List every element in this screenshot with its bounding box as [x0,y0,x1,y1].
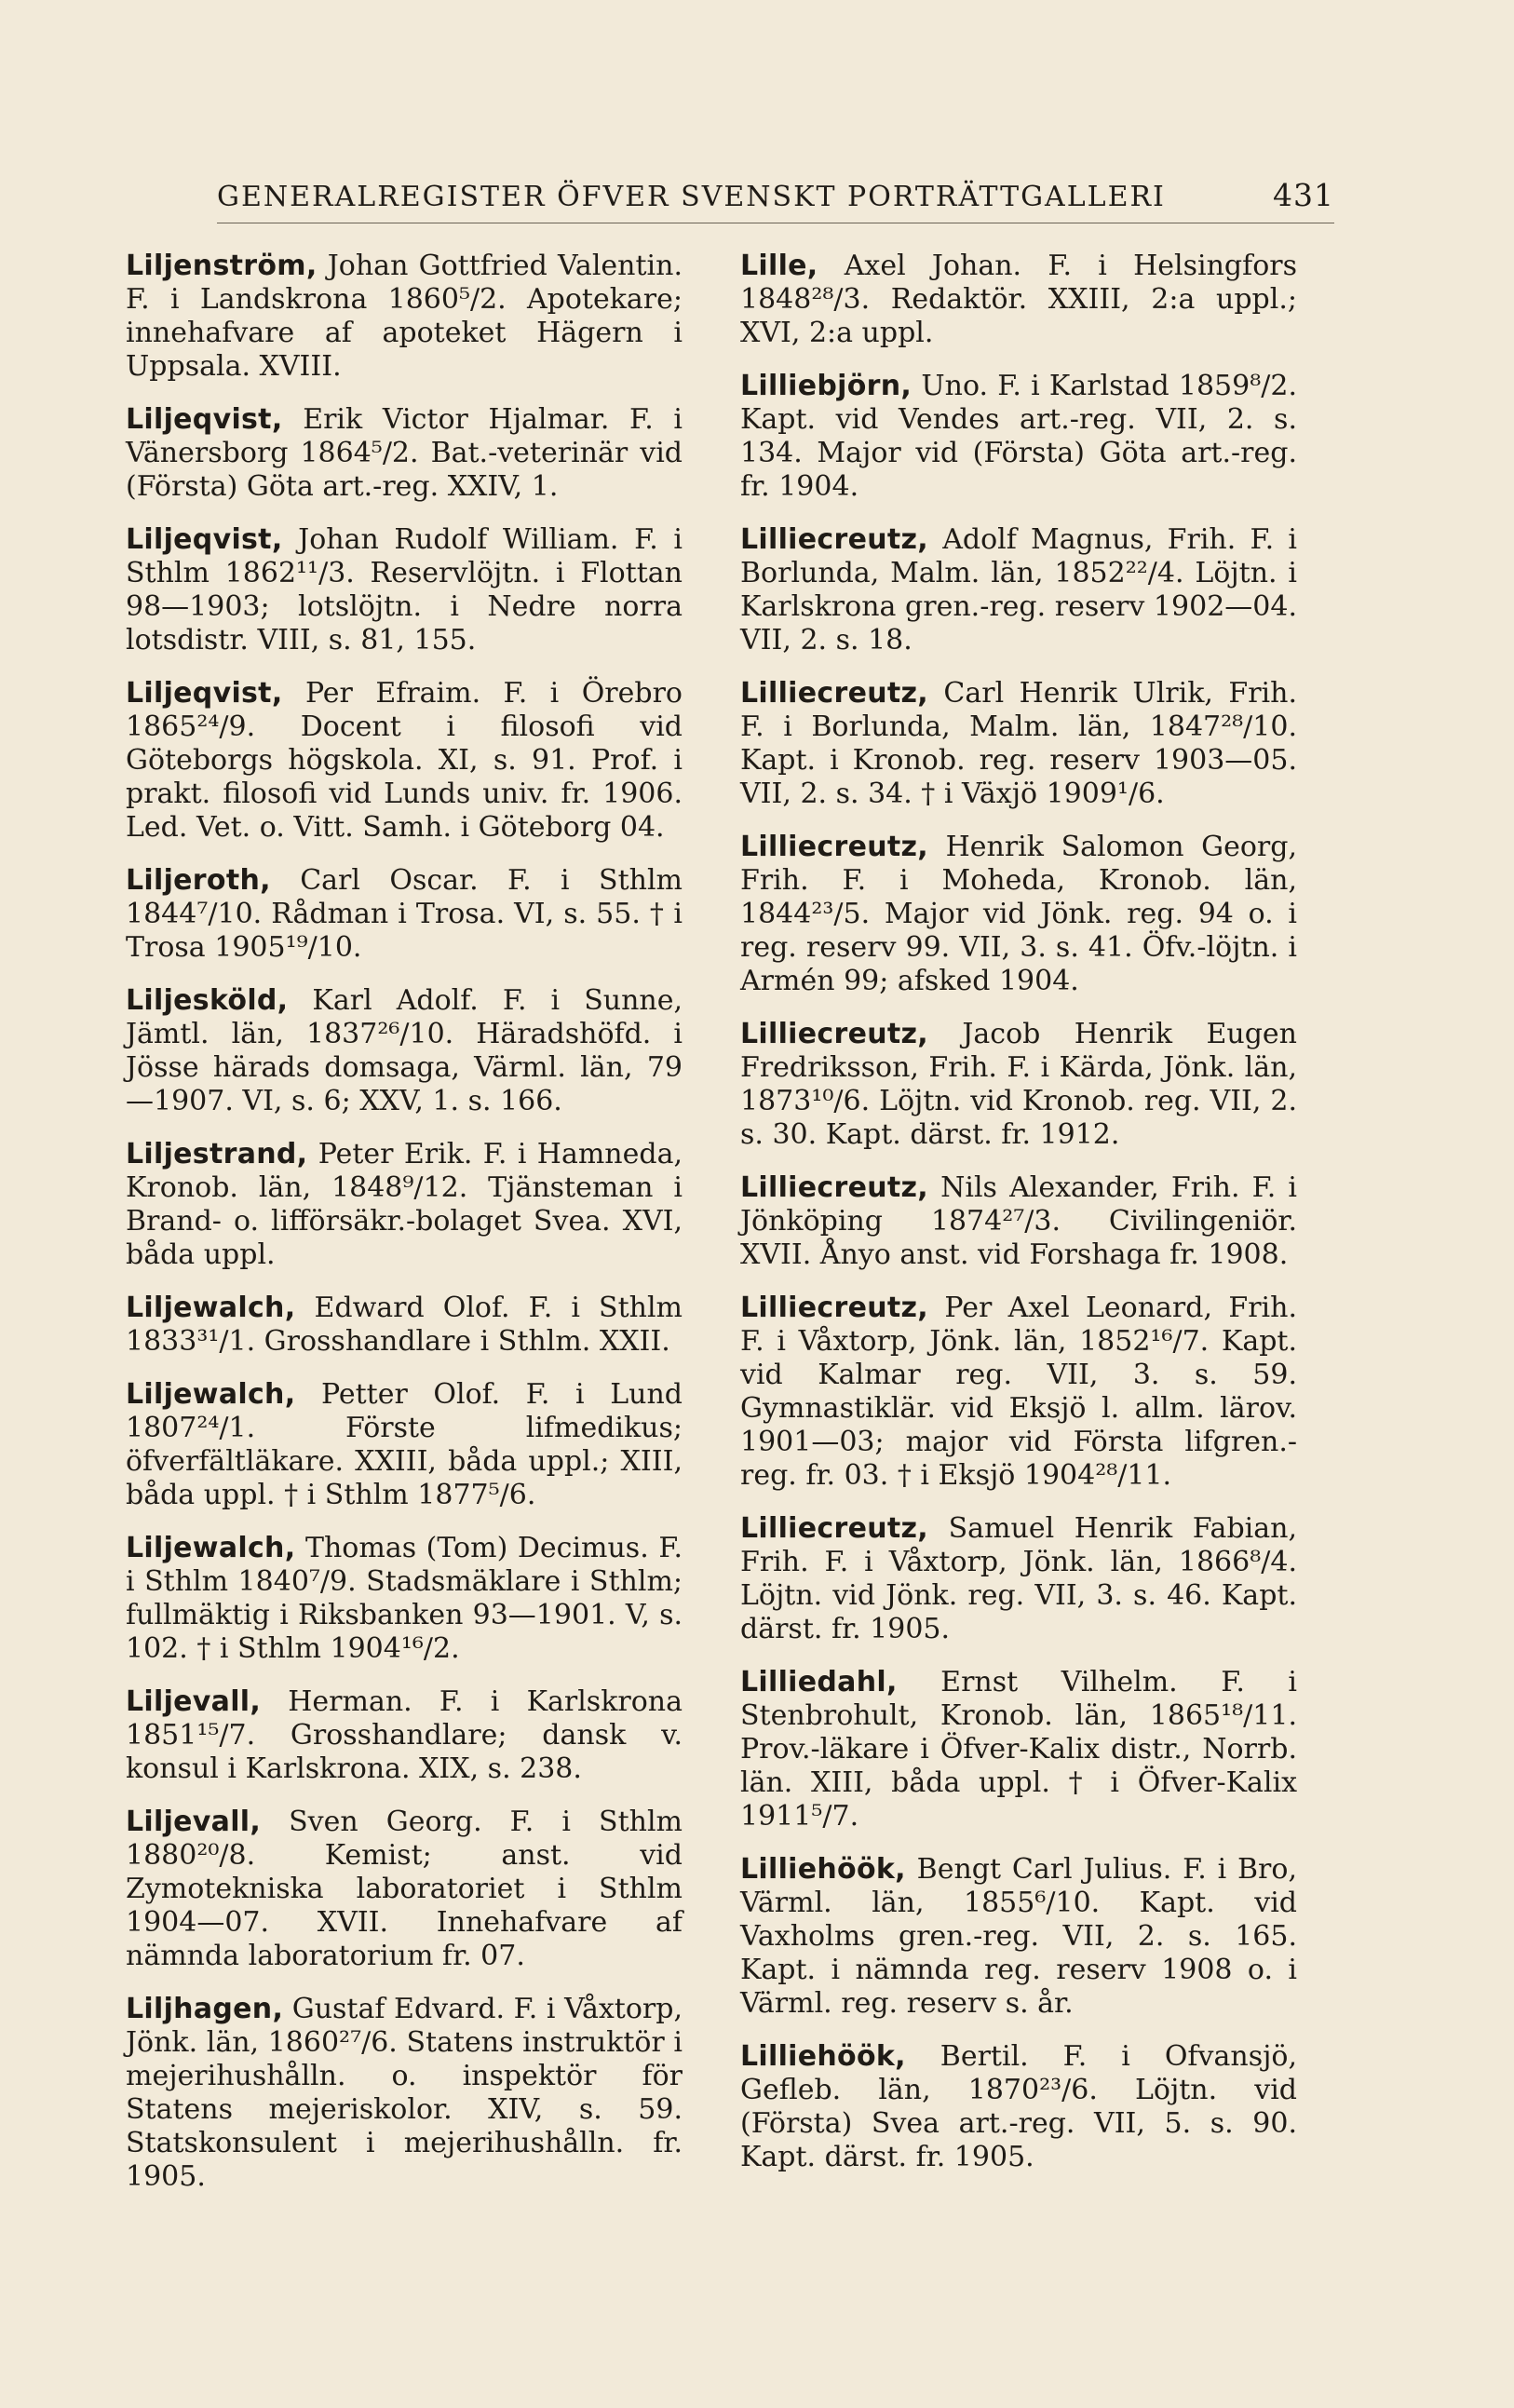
entry-text: Karl Adolf. F. i Sunne, Jämtl. län, 1837²⁶/10. Häradshöfd. i Jösse härads domsaga, Värml. län, 79—1907. VI, s. 6; XXV, 1. s. 166. [126,984,683,1117]
entry-text: Erik Victor Hjalmar. F. i Vänersborg 1864⁵/2. Bat.-veterinär vid (Första) Göta art.-reg. XXIV, 1. [126,403,683,503]
entry-text: Sven Georg. F. i Sthlm 1880²⁰/8. Kemist; anst. vid Zymotekniska laboratoriet i Sthlm 1904—07. XVII. Innehafvare af nämnda laboratorium fr. 07. [126,1806,683,1972]
entry-name: Liljeqvist, [126,523,283,556]
register-entry [126,250,683,384]
entry-name: Liljewalch, [126,1378,296,1411]
entry-text: Ernst Vilhelm. F. i Stenbrohult, Kronob. län, 1865¹⁸/11. Prov.-läkare i Öfver-Kalix distr., Norrb. län. XIII, båda uppl. † i Öfver-Kalix 1911⁵/7. [740,1666,1297,1833]
entry-name: Liljeroth, [126,864,271,897]
entry-name: Lilliebjörn, [740,370,912,402]
register-entry [740,1018,1297,1152]
entry-text: Bertil. F. i Ofvansjö, Gefleb. län, 1870²³/6. Löjtn. vid (Första) Svea art.-reg. VII, 5. s. 90. Kapt. därst. fr. 1905. [740,2040,1297,2173]
entry-text: Carl Henrik Ulrik, Frih. F. i Borlunda, Malm. län, 1847²⁸/10. Kapt. i Kronob. reg. reserv 1903—05. VII, 2. s. 34. † i Växjö 1909¹/6. [740,677,1297,810]
entry-text: Carl Oscar. F. i Sthlm 1844⁷/10. Rådman i Trosa. VI, s. 55. † i Trosa 1905¹⁹/10. [126,864,683,964]
entry-text: Bengt Carl Julius. F. i Bro, Värml. län, 1855⁶/10. Kapt. vid Vaxholms gren.-reg. VII, 2. s. 165. Kapt. i nämnda reg. reserv 1908 o. i Värml. reg. reserv s. år. [740,1853,1297,2020]
entry-name: Lilliehöök, [740,2040,906,2073]
entry-text: Johan Gottfried Valentin. F. i Landskrona 1860⁵/2. Apotekare; innehafvare af apoteket Hägern i Uppsala. XVIII. [126,250,683,383]
entry-text: Uno. F. i Karlstad 1859⁸/2. Kapt. vid Vendes art.-reg. VII, 2. s. 134. Major vid (Första) Göta art.-reg. fr. 1904. [740,370,1297,503]
register-entry [126,1378,683,1512]
entry-name: Liljeqvist, [126,677,283,710]
entry-name: Liljesköld, [126,984,289,1017]
register-entry [740,1292,1297,1493]
register-entry [740,1666,1297,1833]
register-entry [126,403,683,504]
entry-name: Liljewalch, [126,1532,296,1564]
entry-text: Peter Erik. F. i Hamneda, Kronob. län, 1848⁹/12. Tjänsteman i Brand- o. lifförsäkr.-bolaget Svea. XVI, båda uppl. [126,1138,683,1271]
register-entry [740,370,1297,504]
entry-text: Per Axel Leonard, Frih. F. i Våxtorp, Jönk. län, 1852¹⁶/7. Kapt. vid Kalmar reg. VII, 3. s. 59. Gymnastiklär. vid Eksjö l. allm. lärov. 1901—03; major vid Första lifgren.-reg. fr. 03. † i Eksjö 1904²⁸/11. [740,1292,1297,1492]
left-column [126,250,683,2213]
entry-name: Lilliecreutz, [740,1018,928,1050]
entry-name: Lilliedahl, [740,1666,898,1698]
register-entry [740,523,1297,657]
register-entry [126,523,683,657]
entry-text: Henrik Salomon Georg, Frih. F. i Moheda, Kronob. län, 1844²³/5. Major vid Jönk. reg. 94 o. i reg. reserv 99. VII, 3. s. 41. Öfv.-löjtn. i Armén 99; afsked 1904. [740,831,1297,997]
register-entry [126,984,683,1118]
entry-text: Axel Johan. F. i Helsingfors 1848²⁸/3. Redaktör. XXIII, 2:a uppl.; XVI, 2:a uppl. [740,250,1297,349]
entry-name: Lilliecreutz, [740,523,928,556]
entry-name: Lilliecreutz, [740,677,928,710]
entry-text: Jacob Henrik Eugen Fredriksson, Frih. F. i Kärda, Jönk. län, 1873¹⁰/6. Löjtn. vid Kronob. reg. VII, 2. s. 30. Kapt. därst. fr. 1912. [740,1018,1297,1151]
right-column [740,250,1297,2194]
entry-name: Liljhagen, [126,1993,284,2025]
register-entry [740,677,1297,811]
entry-name: Lilliecreutz, [740,1292,928,1324]
entry-name: Lilliecreutz, [740,1171,928,1204]
register-entry [126,1806,683,1973]
entry-name: Liljenström, [126,250,318,282]
register-entry [740,2040,1297,2174]
running-header [217,177,1334,223]
register-entry [126,864,683,965]
entry-text: Per Efraim. F. i Örebro 1865²⁴/9. Docent i filosofi vid Göteborgs högskola. XI, s. 91. Prof. i prakt. filosofi vid Lunds univ. fr. 1906. Led. Vet. o. Vitt. Samh. i Göteborg 04. [126,677,683,844]
register-entry [126,1292,683,1359]
register-entry [740,1171,1297,1272]
entry-name: Liljevall, [126,1806,262,1838]
register-entry [126,677,683,845]
entry-text: Petter Olof. F. i Lund 1807²⁴/1. Förste lifmedikus; öfverfältläkare. XXIII, båda uppl.; XIII, båda uppl. † i Sthlm 1877⁵/6. [126,1378,683,1511]
entry-text: Nils Alexander, Frih. F. i Jönköping 1874²⁷/3. Civilingeniör. XVII. Ånyo anst. vid Forshaga fr. 1908. [740,1171,1297,1271]
register-entry [740,1853,1297,2021]
register-entry [126,1993,683,2194]
entry-text: Adolf Magnus, Frih. F. i Borlunda, Malm. län, 1852²²/4. Löjtn. i Karlskrona gren.-reg. reserv 1902—04. VII, 2. s. 18. [740,523,1297,656]
entry-text: Gustaf Edvard. F. i Våxtorp, Jönk. län, 1860²⁷/6. Statens instruktör i mejerihushålln. o. inspektör för Statens mejeriskolor. XIV, s. 59. Statskonsulent i mejerihushålln. fr. 1905. [126,1993,683,2193]
register-entry [126,1532,683,1666]
entry-text: Thomas (Tom) Decimus. F. i Sthlm 1840⁷/9. Stadsmäklare i Sthlm; fullmäktig i Riksbanken 93—1901. V, s. 102. † i Sthlm 1904¹⁶/2. [126,1532,683,1665]
register-entry [126,1138,683,1272]
entry-name: Lilliecreutz, [740,831,928,863]
entry-text: Johan Rudolf William. F. i Sthlm 1862¹¹/3. Reservlöjtn. i Flottan 98—1903; lotslöjtn. i Nedre norra lotsdistr. VIII, s. 81, 155. [126,523,683,656]
entry-name: Liljewalch, [126,1292,296,1324]
entry-text: Samuel Henrik Fabian, Frih. F. i Våxtorp, Jönk. län, 1866⁸/4. Löjtn. vid Jönk. reg. VII, 3. s. 46. Kapt. därst. fr. 1905. [740,1512,1297,1645]
register-entry [740,250,1297,350]
register-entry [740,831,1297,998]
entry-name: Liljevall, [126,1685,262,1718]
page-number: 431 [1273,177,1334,213]
entry-name: Lilliecreutz, [740,1512,928,1545]
entry-name: Liljeqvist, [126,403,283,436]
header-title: GENERALREGISTER ÖFVER SVENSKT PORTRÄTTGALLERI [217,181,1166,213]
entry-text: Edward Olof. F. i Sthlm 1833³¹/1. Grosshandlare i Sthlm. XXII. [126,1292,683,1358]
register-entry [126,1685,683,1786]
entry-name: Liljestrand, [126,1138,308,1170]
entry-name: Lilliehöök, [740,1853,906,1886]
entry-text: Herman. F. i Karlskrona 1851¹⁵/7. Grosshandlare; dansk v. konsul i Karlskrona. XIX, s. 238. [126,1685,683,1785]
register-entry [740,1512,1297,1646]
entry-name: Lille, [740,250,818,282]
